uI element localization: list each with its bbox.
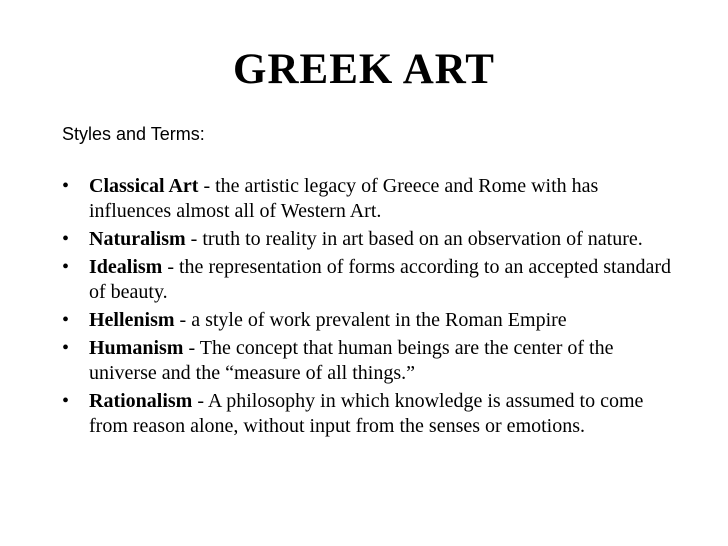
term-name: Idealism (89, 256, 163, 278)
slide-title: GREEK ART (233, 46, 495, 93)
term-definition: - the artistic legacy of Greece and Rome with has influences almost all of Western Art. (89, 175, 599, 222)
bullet-icon: • (62, 337, 70, 359)
term-item (62, 389, 672, 439)
term-definition: - The concept that human beings are the center of the universe and the “measure of all things.” (89, 337, 614, 384)
terms-list (62, 174, 672, 442)
term-definition: - A philosophy in which knowledge is assumed to come from reason alone, without input from the senses or emotions. (89, 390, 644, 437)
bullet-icon: • (62, 175, 70, 197)
bullet-icon: • (62, 390, 70, 412)
term-item (62, 255, 672, 305)
term-item (62, 336, 672, 386)
term-item (62, 227, 672, 252)
term-name: Classical Art (89, 175, 199, 197)
bullet-icon: • (62, 228, 70, 250)
bullet-icon: • (62, 309, 70, 331)
term-definition: - the representation of forms according to an accepted standard of beauty. (89, 256, 672, 303)
term-definition: - a style of work prevalent in the Roman Empire (174, 309, 567, 331)
term-name: Hellenism (89, 309, 175, 331)
term-definition: - truth to reality in art based on an observation of nature. (185, 228, 643, 250)
term-name: Naturalism (89, 228, 186, 250)
bullet-icon: • (62, 256, 70, 278)
slide-subtitle: Styles and Terms: (62, 124, 205, 144)
term-item (62, 174, 672, 224)
term-name: Rationalism (89, 390, 193, 412)
term-item (62, 308, 672, 333)
term-name: Humanism (89, 337, 184, 359)
